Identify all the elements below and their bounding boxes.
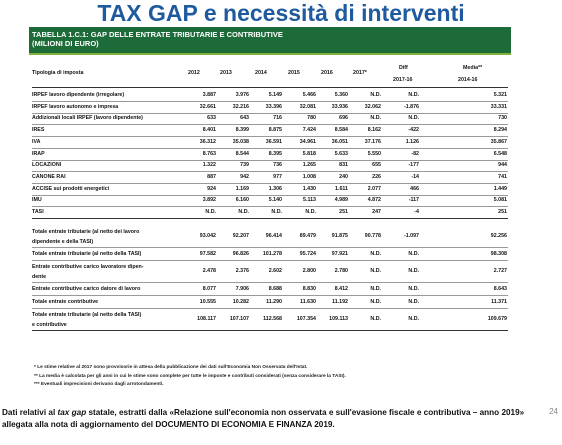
table-row [29, 284, 511, 295]
row-value: 36.591 [265, 138, 282, 145]
note-3: *** Eventuali imprecisioni derivano dagli arrotondamenti. [34, 382, 164, 387]
row-value: -422 [408, 127, 419, 134]
row-value: 2.800 [302, 267, 316, 274]
row-label-line2: dipendente e della TASI) [32, 238, 94, 245]
row-value: 2.478 [202, 267, 216, 274]
row-value: 36.051 [331, 138, 348, 145]
table-row [29, 137, 511, 148]
row-value: 8.399 [235, 127, 249, 134]
row-value: 1.322 [202, 162, 216, 169]
row-value: 3.892 [202, 197, 216, 204]
row-label-line2: dente [32, 273, 47, 280]
row-value: 716 [273, 115, 282, 122]
row-value: 741 [498, 173, 507, 180]
row-value: 466 [410, 185, 419, 192]
row-value: 942 [240, 173, 249, 180]
row-value: N.D. [408, 267, 419, 274]
row-label-line1: Totale entrate tributarie (al netto dei lavoro [32, 228, 140, 235]
column-header-diff: Diff [399, 65, 408, 71]
row-value: 3.887 [202, 92, 216, 98]
row-value: 93.042 [199, 232, 216, 239]
row-value: 944 [498, 162, 507, 169]
row-value: 2.077 [367, 185, 381, 192]
row-value: 831 [339, 162, 348, 169]
table-row [29, 113, 511, 124]
row-value: 247 [372, 209, 381, 215]
row-value: N.D. [370, 267, 381, 274]
row-value: -177 [408, 162, 419, 169]
row-label-line1: Totale entrate tributarie (al netto della TASI) [32, 311, 142, 318]
row-value: 32.081 [299, 103, 316, 110]
row-label: CANONE RAI [32, 173, 66, 180]
row-label [32, 227, 139, 247]
row-value: 8.294 [493, 127, 507, 134]
row-value: 6.160 [235, 197, 249, 204]
row-value: 1.265 [302, 162, 316, 169]
row-label: TASI [32, 209, 44, 215]
row-value: -4 [414, 209, 419, 215]
row-value: N.D. [370, 115, 381, 122]
row-value: 240 [339, 173, 348, 180]
row-value: 7.906 [235, 285, 249, 292]
table-notes [34, 364, 504, 390]
footer-caption [2, 407, 560, 431]
row-value: 1.306 [268, 185, 282, 192]
row-label [32, 262, 144, 282]
row-value: 1.430 [302, 185, 316, 192]
row-value: 35.038 [232, 138, 249, 145]
row-value: 107.354 [296, 315, 316, 322]
row-value: 4.989 [334, 197, 348, 204]
table-row [29, 195, 511, 206]
row-value: -82 [411, 150, 419, 157]
row-value: N.D. [408, 250, 419, 257]
row-value: 1.008 [302, 173, 316, 180]
table-row [29, 149, 511, 160]
row-value: 8.643 [493, 285, 507, 292]
row-value: 887 [207, 173, 216, 180]
row-value: 32.661 [199, 103, 216, 110]
table-row [29, 262, 511, 282]
column-header-type: Tipologia di imposta [32, 70, 84, 76]
table-row [29, 184, 511, 195]
row-value: 8.401 [202, 127, 216, 134]
row-value: 112.568 [263, 315, 282, 322]
column-header-media: Media** [463, 65, 483, 71]
row-value: 10.282 [232, 298, 249, 305]
row-value: 5.550 [367, 150, 381, 157]
row-value: 5.466 [302, 92, 316, 98]
row-value: 33.936 [331, 103, 348, 110]
row-value: N.D. [271, 209, 282, 215]
row-value: 8.688 [268, 285, 282, 292]
row-value: 90.778 [364, 232, 381, 239]
row-value: N.D. [305, 209, 316, 215]
row-value: 8.544 [235, 150, 249, 157]
row-label [32, 310, 141, 330]
row-label: ACCISE sui prodotti energetici [32, 185, 110, 192]
row-divider [32, 330, 508, 331]
table-row [29, 125, 511, 136]
table-row [29, 297, 511, 308]
row-value: 107.107 [229, 315, 249, 322]
table-subtitle: (MILIONI DI EURO) [32, 39, 99, 48]
row-label: LOCAZIONI [32, 162, 62, 169]
row-value: 251 [339, 209, 348, 215]
row-value: 101.278 [262, 250, 282, 257]
row-value: 33.331 [490, 103, 507, 110]
row-value: 35.867 [490, 138, 507, 145]
row-value: 696 [339, 115, 348, 122]
row-value: 924 [207, 185, 216, 192]
row-label: Totale entrate tributarie (al netto della TASI) [32, 250, 142, 257]
row-label: Entrate contributive carico datore di lavoro [32, 285, 141, 292]
row-value: 2.602 [268, 267, 282, 274]
row-value: 6.548 [493, 150, 507, 157]
table-row [29, 249, 511, 260]
row-value: N.D. [238, 209, 249, 215]
row-value: 739 [240, 162, 249, 169]
slide-title: TAX GAP e necessità di interventi [97, 0, 465, 26]
row-label: IRPEF lavoro dipendente (irregolare) [32, 92, 125, 98]
row-value: N.D. [205, 209, 216, 215]
row-value: N.D. [370, 250, 381, 257]
row-label: IMU [32, 197, 42, 204]
row-value: 98.308 [490, 250, 507, 257]
column-header-2017: 2017* [353, 70, 367, 76]
row-value: -117 [408, 197, 419, 204]
row-value: 1.126 [405, 138, 419, 145]
row-value: 8.412 [334, 285, 348, 292]
row-value: 1.449 [493, 185, 507, 192]
row-value: 8.830 [302, 285, 316, 292]
row-value: 8.875 [268, 127, 282, 134]
table-header-bar [29, 27, 511, 55]
row-value: 5.633 [334, 150, 348, 157]
row-value: 8.763 [202, 150, 216, 157]
row-label-line2: e contributive [32, 321, 67, 328]
column-header-diff-period: 2017-16 [393, 77, 413, 83]
row-value: 5.360 [334, 92, 348, 98]
row-value: 8.162 [367, 127, 381, 134]
row-value: 1.169 [235, 185, 249, 192]
row-value: 5.149 [268, 92, 282, 98]
row-value: 226 [372, 173, 381, 180]
row-divider [32, 247, 508, 248]
row-value: 96.414 [265, 232, 282, 239]
row-value: N.D. [408, 298, 419, 305]
row-label: IRAP [32, 150, 45, 157]
row-value: -14 [411, 173, 419, 180]
row-value: N.D. [370, 315, 381, 322]
row-value: -1.097 [403, 232, 419, 239]
row-value: 11.290 [266, 298, 282, 305]
footer-rest: statale, estratti dalla «Relazione sull'economia non osservata e sull'evasione fiscale e contributiva – anno 2019» [86, 408, 525, 417]
page-number: 24 [549, 407, 558, 416]
column-header-2013: 2013 [220, 70, 232, 76]
row-value: 32.216 [232, 103, 249, 110]
row-label: IRPEF lavoro autonomo e impresa [32, 103, 119, 110]
note-1: * Le stime relative al 2017 sono provvisorie in attesa della pubblicazione dei dati sull'Economia Non Osservata dell'Istat. [34, 365, 308, 370]
row-value: 8.077 [202, 285, 216, 292]
table-row [29, 102, 511, 113]
row-value: 5.818 [302, 150, 316, 157]
column-header-2015: 2015 [288, 70, 300, 76]
footer-italic: tax gap [57, 408, 87, 417]
table-title: TABELLA 1.C.1: GAP DELLE ENTRATE TRIBUTARIE E CONTRIBUTIVE [32, 30, 283, 39]
table-row [29, 310, 511, 330]
row-value: 8.395 [268, 150, 282, 157]
row-value: 780 [307, 115, 316, 122]
table-row [29, 90, 511, 101]
row-value: 2.376 [235, 267, 249, 274]
row-value: 655 [372, 162, 381, 169]
row-value: 5.113 [303, 197, 316, 204]
row-value: 3.976 [235, 92, 249, 98]
footer-line2: allegata alla nota di aggiornamento del DOCUMENTO DI ECONOMIA E FINANZA 2019. [2, 420, 335, 429]
row-value: 91.875 [331, 232, 348, 239]
row-divider [32, 308, 508, 309]
row-value: 11.630 [300, 298, 316, 305]
row-value: N.D. [370, 92, 381, 98]
column-header-2012: 2012 [188, 70, 200, 76]
row-value: N.D. [408, 315, 419, 322]
row-value: 2.727 [493, 267, 507, 274]
row-value: 92.207 [232, 232, 249, 239]
row-value: 97.582 [199, 250, 216, 257]
row-value: 5.321 [493, 92, 507, 98]
row-value: 36.312 [199, 138, 216, 145]
note-2: ** La media è calcolata per gli anni in cui le stime sono complete per tutte le imposte e contributi considerati (senza considerare la TASI). [34, 373, 346, 379]
row-value: 37.176 [364, 138, 381, 145]
row-value: N.D. [408, 115, 419, 122]
column-header-2016: 2016 [321, 70, 333, 76]
row-divider [32, 218, 508, 219]
table-row [29, 227, 511, 247]
table-row [29, 207, 511, 218]
row-value: 730 [498, 115, 507, 122]
row-value: 11.192 [332, 298, 348, 305]
row-value: 7.424 [302, 127, 316, 134]
header-rule [32, 87, 508, 88]
table-row [29, 172, 511, 183]
row-value: 10.555 [199, 298, 216, 305]
row-value: 33.396 [265, 103, 282, 110]
row-value: 736 [273, 162, 282, 169]
table-row [29, 160, 511, 171]
row-label-line1: Entrate contributive carico lavoratore dipen- [32, 263, 144, 270]
row-value: 1.611 [335, 185, 348, 192]
row-value: 89.479 [299, 232, 316, 239]
row-value: 2.780 [334, 267, 348, 274]
column-header-media-period: 2014-16 [458, 77, 478, 83]
row-value: 5.140 [268, 197, 282, 204]
row-value: N.D. [408, 285, 419, 292]
row-value: 8.584 [334, 127, 348, 134]
row-value: 92.256 [490, 232, 507, 239]
row-value: 108.117 [197, 315, 216, 322]
row-value: 11.371 [491, 298, 507, 305]
row-value: 97.921 [331, 250, 348, 257]
row-value: N.D. [370, 298, 381, 305]
row-value: 4.872 [367, 197, 381, 204]
row-label: Addizionali locali IRPEF (lavoro dipendente) [32, 115, 143, 122]
row-value: 95.724 [299, 250, 316, 257]
row-label: Totale entrate contributive [32, 298, 99, 305]
row-value: -1.876 [403, 103, 419, 110]
footer-prefix: Dati relativi al [2, 408, 58, 417]
row-label: IRES [32, 127, 45, 134]
row-value: 34.961 [299, 138, 316, 145]
row-divider [32, 260, 508, 261]
row-value: 5.081 [493, 197, 507, 204]
row-divider [32, 282, 508, 283]
row-value: 32.062 [364, 103, 381, 110]
row-value: 109.679 [487, 315, 507, 322]
row-value: 633 [207, 115, 216, 122]
row-value: N.D. [408, 92, 419, 98]
row-value: 251 [498, 209, 507, 215]
row-value: N.D. [370, 285, 381, 292]
row-divider [32, 295, 508, 296]
row-label: IVA [32, 138, 41, 145]
row-value: 977 [273, 173, 282, 180]
row-value: 643 [240, 115, 249, 122]
row-value: 109.113 [329, 315, 348, 322]
row-value: 96.826 [232, 250, 249, 257]
column-header-2014: 2014 [255, 70, 267, 76]
